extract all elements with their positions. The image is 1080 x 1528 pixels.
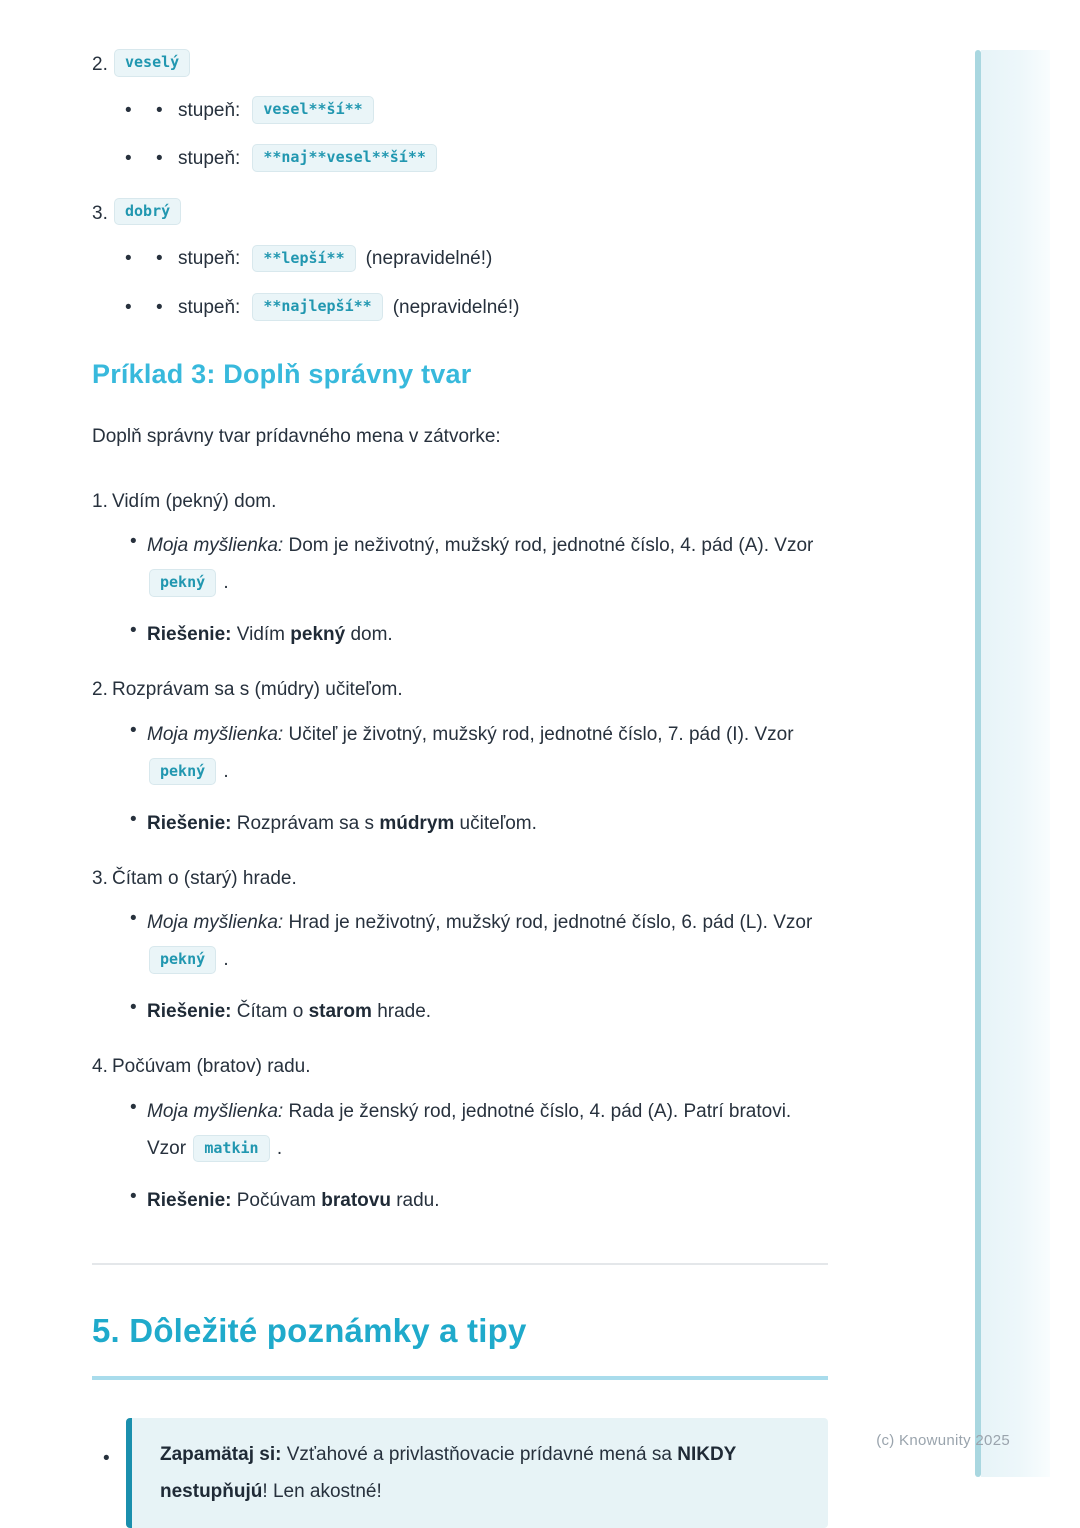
solution-answer: bratovu (321, 1189, 391, 1211)
adjective-badge-row (112, 199, 828, 227)
exercise-body (112, 487, 828, 654)
solution-post: hrade. (371, 1001, 432, 1023)
bullet-icon: • (156, 296, 163, 318)
list-number: 3. (92, 202, 108, 224)
list-item-body (112, 199, 828, 324)
bullet-icon: • (156, 248, 163, 270)
solution-label: Riešenie: (147, 812, 232, 834)
bullet-icon: • (156, 99, 163, 121)
bullet-icon: • (130, 719, 137, 741)
code-badge: **naj**vesel**ší** (252, 144, 437, 172)
list-number: 3. (92, 867, 108, 889)
degree-line (125, 293, 828, 323)
thought-body: Hrad je neživotný, mužský rod, jednotné číslo, 6. pád (L). Vzor (283, 912, 813, 934)
thought-text (147, 1093, 828, 1167)
code-badge: matkin (193, 1135, 269, 1163)
solution-line (130, 1182, 828, 1219)
degree-label: stupeň: (178, 148, 241, 170)
degree-line (125, 244, 828, 274)
solution-pre: Počúvam (231, 1189, 322, 1211)
code-badge: vesel**ší** (252, 96, 373, 124)
solution-line (130, 993, 828, 1030)
right-edge-panel (981, 50, 1050, 1477)
bullet-icon: • (130, 808, 137, 830)
copyright-text: (c) Knowunity 2025 (876, 1432, 1010, 1449)
degree-note: (nepravidelné!) (365, 248, 493, 270)
solution-answer: múdrym (379, 812, 455, 834)
solution-post: radu. (390, 1189, 440, 1211)
solution-text (147, 993, 828, 1030)
example3-heading: Príklad 3: Doplň správny tvar (92, 359, 472, 390)
note-label: Zapamätaj si: (160, 1443, 282, 1465)
note-text: Vzťahové a privlastňovacie prídavné mená sa (281, 1443, 678, 1465)
bullet-icon: • (125, 148, 132, 170)
solution-post: učiteľom. (454, 812, 537, 834)
code-badge: pekný (149, 758, 216, 786)
bullet-icon: • (130, 997, 137, 1019)
solution-label: Riešenie: (147, 1189, 232, 1211)
code-badge: veselý (114, 49, 190, 77)
list-item-body (112, 50, 828, 175)
exercise-sentence: Rozprávam sa s (múdry) učiteľom. (112, 679, 403, 701)
section-divider (92, 1263, 828, 1265)
code-badge: **lepší** (252, 245, 355, 273)
code-badge: **najlepší** (252, 293, 382, 321)
solution-answer: pekný (290, 624, 346, 646)
solution-answer: starom (308, 1001, 372, 1023)
exercise-sentence: Počúvam (bratov) radu. (112, 1056, 311, 1078)
thought-text (147, 904, 828, 978)
thought-line (130, 716, 828, 790)
exercise-list (92, 487, 828, 1219)
thought-label: Moja myšlienka: (147, 535, 284, 557)
document-content (92, 50, 828, 1528)
bullet-icon: • (103, 1447, 110, 1469)
solution-post: dom. (345, 624, 393, 646)
code-badge: pekný (149, 946, 216, 974)
degree-label: stupeň: (178, 248, 241, 270)
list-number: 2. (92, 679, 108, 701)
thought-text (147, 527, 828, 601)
solution-pre: Rozprávam sa s (231, 812, 380, 834)
exercise-sentence: Vidím (pekný) dom. (112, 490, 277, 512)
list-item-dobry (92, 199, 828, 324)
note-emphasis: NIKDY nestupňujú (160, 1443, 737, 1502)
thought-line (130, 527, 828, 601)
note-callout (126, 1418, 828, 1528)
thought-text (147, 716, 828, 790)
code-badge: pekný (149, 569, 216, 597)
bullet-icon: • (125, 296, 132, 318)
example3-intro: Doplň správny tvar prídavného mena v zátvorke: (92, 426, 501, 448)
note-bullet-row (92, 1418, 828, 1528)
thought-body: Dom je neživotný, mužský rod, jednotné číslo, 4. pád (A). Vzor (283, 535, 814, 557)
right-edge-accent-line (975, 50, 981, 1477)
thought-line (130, 904, 828, 978)
thought-label: Moja myšlienka: (147, 912, 284, 934)
note-text-end: ! Len akostné! (262, 1480, 382, 1502)
exercise-sentence: Čítam o (starý) hrade. (112, 867, 297, 889)
thought-end: . (218, 949, 229, 971)
exercise-item-1 (92, 487, 828, 654)
exercise-item-4 (92, 1052, 828, 1219)
solution-text (147, 805, 828, 842)
bullet-icon: • (130, 531, 137, 553)
solution-text (147, 616, 828, 653)
thought-end: . (271, 1137, 283, 1159)
list-item-vesely (92, 50, 828, 175)
list-number: 4. (92, 1056, 108, 1078)
thought-line (130, 1093, 828, 1167)
degree-note: (nepravidelné!) (392, 296, 520, 318)
solution-line (130, 616, 828, 653)
thought-end: . (218, 760, 229, 782)
list-number: 2. (92, 54, 108, 75)
solution-label: Riešenie: (147, 1001, 232, 1023)
thought-body: Učiteľ je životný, mužský rod, jednotné číslo, 7. pád (I). Vzor (283, 723, 794, 745)
exercise-body (112, 675, 828, 842)
section5-heading: 5. Dôležité poznámky a tipy (92, 1305, 828, 1380)
bullet-icon: • (156, 148, 163, 170)
adjective-badge-row (112, 50, 828, 78)
solution-text (147, 1182, 828, 1219)
bullet-icon: • (130, 620, 137, 642)
code-badge: dobrý (114, 198, 181, 226)
thought-label: Moja myšlienka: (147, 1100, 284, 1122)
bullet-icon: • (130, 908, 137, 930)
solution-pre: Čítam o (231, 1001, 309, 1023)
exercise-item-3 (92, 864, 828, 1031)
degree-label: stupeň: (178, 99, 241, 121)
bullet-icon: • (125, 99, 132, 121)
exercise-item-2 (92, 675, 828, 842)
list-number: 1. (92, 490, 108, 512)
bullet-icon: • (130, 1185, 137, 1207)
thought-body: Rada je ženský rod, jednotné číslo, 4. pád (A). Patrí bratovi. Vzor (147, 1100, 792, 1159)
thought-label: Moja myšlienka: (147, 723, 284, 745)
solution-line (130, 805, 828, 842)
bullet-icon: • (125, 248, 132, 270)
exercise-body (112, 864, 828, 1031)
degree-line (125, 96, 828, 126)
exercise-body (112, 1052, 828, 1219)
thought-end: . (218, 572, 229, 594)
degree-line (125, 144, 828, 174)
solution-pre: Vidím (231, 624, 291, 646)
solution-label: Riešenie: (147, 624, 232, 646)
degree-label: stupeň: (178, 296, 241, 318)
bullet-icon: • (130, 1096, 137, 1118)
